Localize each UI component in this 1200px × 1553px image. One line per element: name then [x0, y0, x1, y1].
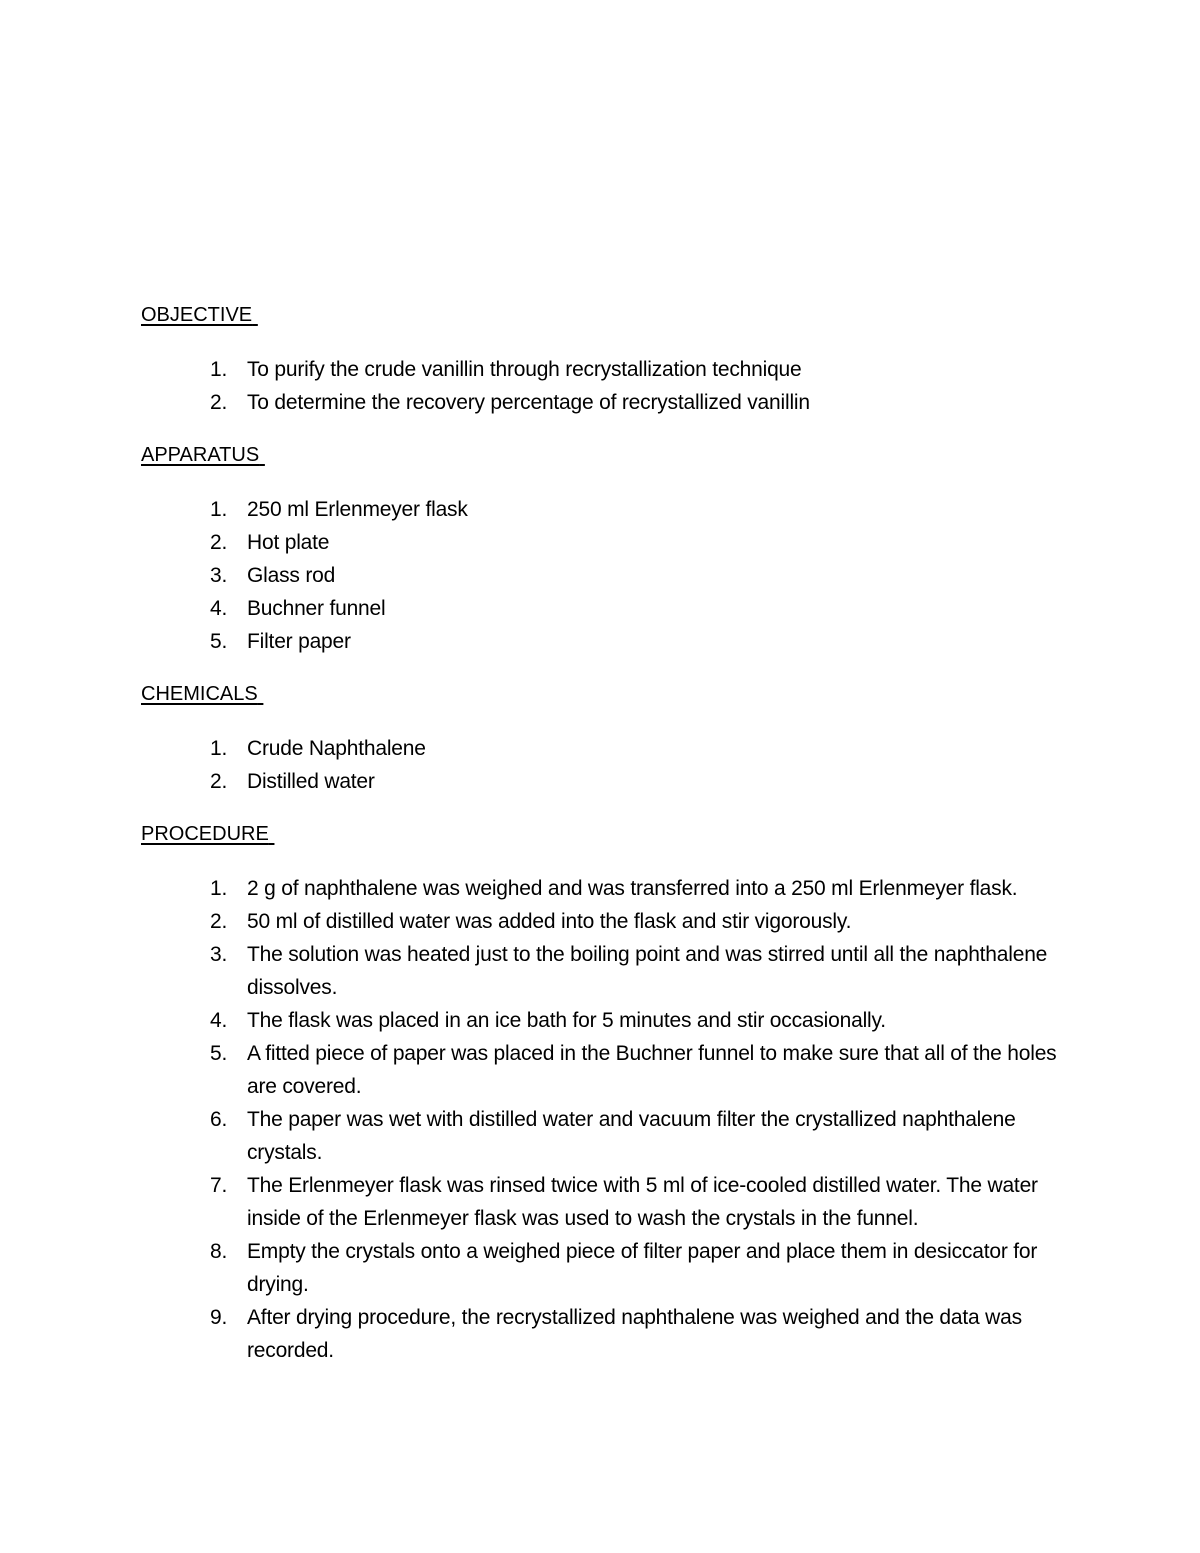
- item-number: 6.: [210, 1108, 228, 1131]
- item-number: 2.: [210, 910, 228, 933]
- item-text: Buchner funnel: [247, 597, 386, 620]
- item-number: 4.: [210, 597, 228, 620]
- list-item: [141, 592, 1061, 625]
- item-text: 250 ml Erlenmeyer flask: [247, 498, 468, 521]
- chemicals-heading: CHEMICALS: [141, 683, 258, 705]
- item-number: 1.: [210, 877, 228, 900]
- item-number: 3.: [210, 564, 228, 587]
- item-text: Hot plate: [247, 531, 330, 554]
- list-item: [141, 765, 1061, 798]
- list-item: [141, 386, 1061, 419]
- item-text: Empty the crystals onto a weighed piece of filter paper and place them in desiccator for drying.: [247, 1240, 1038, 1296]
- list-item: [141, 353, 1061, 386]
- list-item: [141, 1169, 1061, 1235]
- procedure-list: [141, 872, 1061, 1367]
- list-item: [141, 938, 1061, 1004]
- item-text: Filter paper: [247, 630, 351, 653]
- chemicals-list: [141, 732, 1061, 798]
- item-number: 7.: [210, 1174, 228, 1197]
- list-item: [141, 872, 1061, 905]
- item-text: 50 ml of distilled water was added into the flask and stir vigorously.: [247, 910, 852, 933]
- item-number: 1.: [210, 737, 228, 760]
- list-item: [141, 1004, 1061, 1037]
- item-number: 4.: [210, 1009, 228, 1032]
- item-text: After drying procedure, the recrystallized naphthalene was weighed and the data was recorded.: [247, 1306, 1022, 1362]
- list-item: [141, 905, 1061, 938]
- list-item: [141, 1301, 1061, 1367]
- objective-list: [141, 353, 1061, 419]
- list-item: [141, 1235, 1061, 1301]
- list-item: [141, 526, 1061, 559]
- item-text: 2 g of naphthalene was weighed and was transferred into a 250 ml Erlenmeyer flask.: [247, 877, 1018, 900]
- item-number: 5.: [210, 630, 228, 653]
- apparatus-list: [141, 493, 1061, 658]
- item-number: 8.: [210, 1240, 228, 1263]
- item-number: 1.: [210, 358, 228, 381]
- list-item: [141, 493, 1061, 526]
- procedure-heading: PROCEDURE: [141, 823, 269, 845]
- item-number: 1.: [210, 498, 228, 521]
- item-text: The flask was placed in an ice bath for 5 minutes and stir occasionally.: [247, 1009, 886, 1032]
- item-text: Distilled water: [247, 770, 375, 793]
- item-text: The Erlenmeyer flask was rinsed twice with 5 ml of ice-cooled distilled water. The water inside of the Erlenmeyer flask was used to wash the crystals in the funnel.: [247, 1174, 1038, 1230]
- list-item: [141, 559, 1061, 592]
- item-number: 2.: [210, 391, 228, 414]
- objective-heading: OBJECTIVE: [141, 304, 253, 326]
- document-body: [141, 301, 1061, 1389]
- item-text: A fitted piece of paper was placed in the Buchner funnel to make sure that all of the holes are covered.: [247, 1042, 1057, 1098]
- list-item: [141, 732, 1061, 765]
- item-number: 2.: [210, 531, 228, 554]
- item-text: The paper was wet with distilled water and vacuum filter the crystallized naphthalene crystals.: [247, 1108, 1016, 1164]
- item-number: 2.: [210, 770, 228, 793]
- item-text: Crude Naphthalene: [247, 737, 426, 760]
- item-text: The solution was heated just to the boiling point and was stirred until all the naphthalene dissolves.: [247, 943, 1048, 999]
- item-number: 5.: [210, 1042, 228, 1065]
- item-text: Glass rod: [247, 564, 336, 587]
- item-text: To purify the crude vanillin through recrystallization technique: [247, 358, 802, 381]
- item-number: 9.: [210, 1306, 228, 1329]
- list-item: [141, 1037, 1061, 1103]
- item-text: To determine the recovery percentage of recrystallized vanillin: [247, 391, 810, 414]
- apparatus-heading: APPARATUS: [141, 444, 260, 466]
- list-item: [141, 625, 1061, 658]
- item-number: 3.: [210, 943, 228, 966]
- list-item: [141, 1103, 1061, 1169]
